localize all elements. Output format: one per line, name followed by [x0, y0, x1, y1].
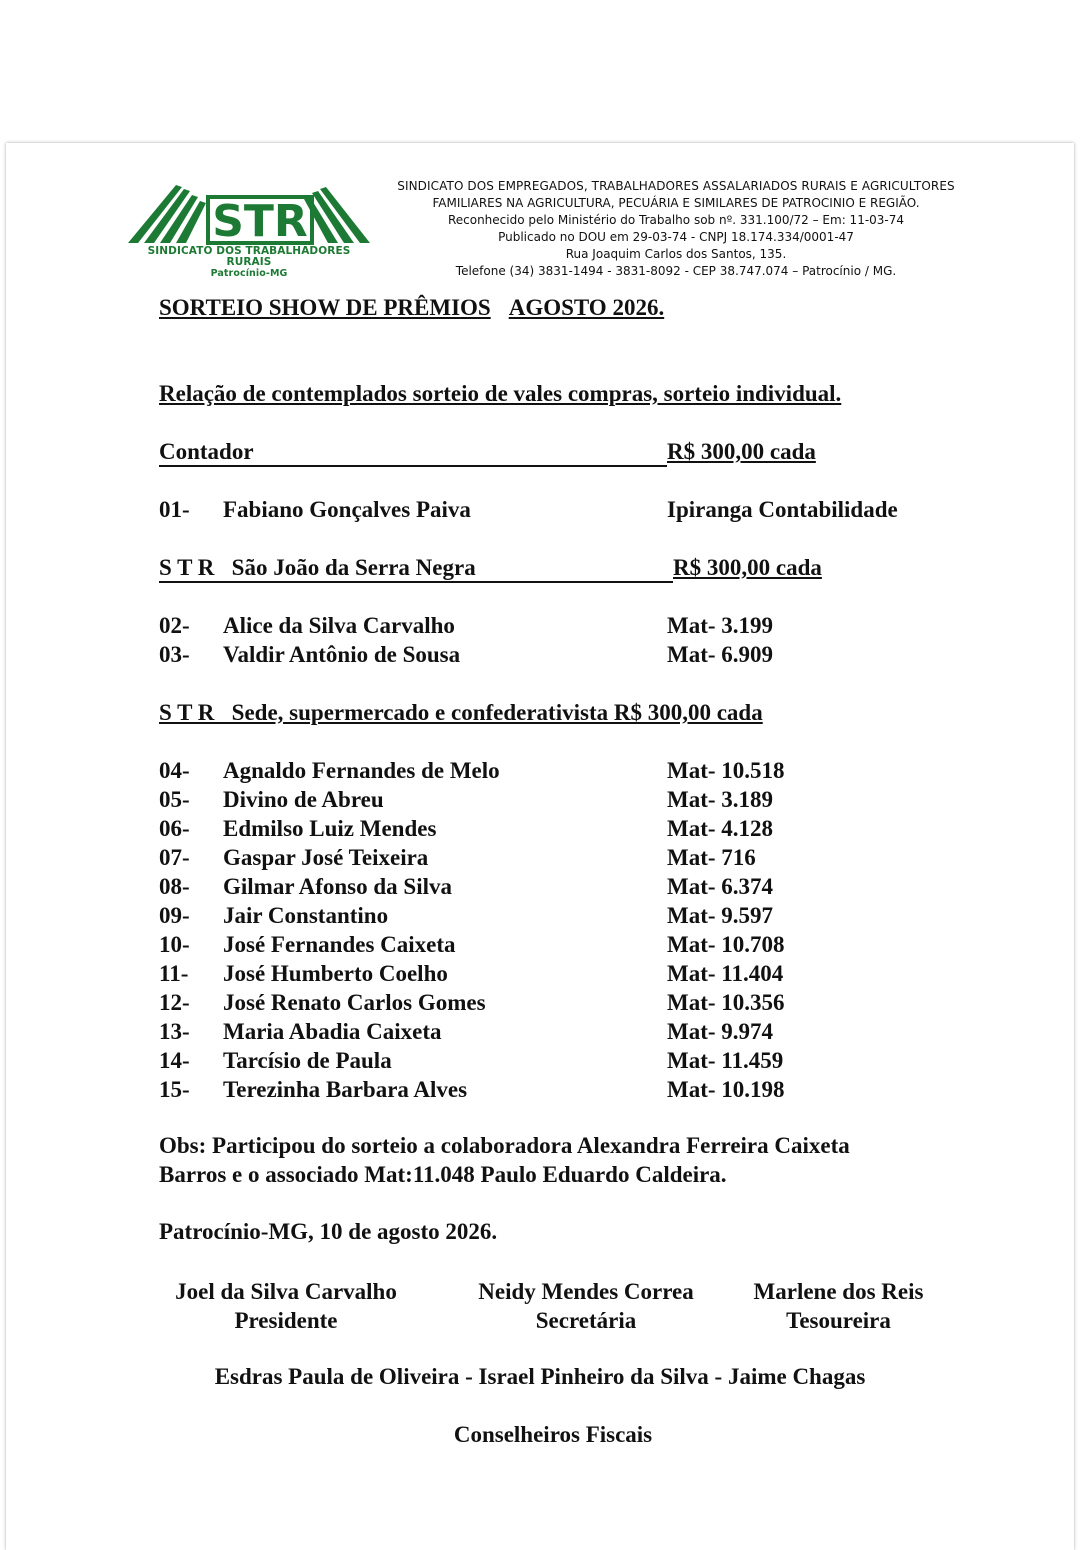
item-name: Divino de Abreu [223, 787, 384, 812]
org-line-6: Telefone (34) 3831-1494 - 3831-8092 - CEP 38.747.074 – Patrocínio / MG. [455, 264, 897, 278]
signature-role: Presidente [234, 1308, 338, 1333]
item-value: Mat- 4.128 [667, 816, 774, 841]
item-number: 13- [159, 1019, 190, 1044]
signature-role: Tesoureira [786, 1308, 891, 1333]
item-number: 06- [159, 816, 190, 841]
org-line-3: Reconhecido pelo Ministério do Trabalho sob nº. 331.100/72 – Em: 11-03-74 [447, 213, 905, 227]
item-name: Gilmar Afonso da Silva [223, 874, 452, 899]
item-number: 14- [159, 1048, 190, 1073]
place-date: Patrocínio-MG, 10 de agosto 2026. [159, 1219, 498, 1244]
logo-letters: STR [212, 196, 308, 245]
org-line-1: SINDICATO DOS EMPREGADOS, TRABALHADORES ASSALARIADOS RURAIS E AGRICULTORES [397, 179, 955, 193]
item-name: José Humberto Coelho [223, 961, 448, 986]
document-page [6, 143, 1074, 1550]
item-value: Mat- 10.356 [667, 990, 785, 1015]
item-name: Maria Abadia Caixeta [223, 1019, 442, 1044]
signature-treasurer [736, 1277, 941, 1335]
item-value: Mat- 10.708 [667, 932, 785, 957]
org-line-4: Publicado no DOU em 29-03-74 - CNPJ 18.174.334/0001-47 [498, 230, 854, 244]
logo-caption [124, 246, 374, 279]
item-name: Terezinha Barbara Alves [223, 1077, 468, 1102]
item-number: 07- [159, 845, 190, 870]
item-number: 12- [159, 990, 190, 1015]
document-title [159, 295, 664, 321]
item-name: José Fernandes Caixeta [223, 932, 456, 957]
signature-name: Joel da Silva Carvalho [175, 1279, 397, 1304]
top-margin [0, 0, 1080, 143]
item-number: 10- [159, 932, 190, 957]
item-value: Mat- 9.597 [667, 903, 774, 928]
title-part-2: AGOSTO 2026. [508, 295, 665, 320]
section-header-contador [159, 439, 839, 469]
item-number: 08- [159, 874, 190, 899]
item-value: Mat- 9.974 [667, 1019, 774, 1044]
logo-caption-sub: Patrocínio-MG [210, 268, 288, 279]
item-name: Fabiano Gonçalves Paiva [223, 497, 471, 522]
section-amount-contador: R$ 300,00 cada [667, 439, 816, 464]
signature-president [166, 1277, 406, 1335]
observation [159, 1131, 959, 1189]
item-number: 09- [159, 903, 190, 928]
item-value: Mat- 10.198 [667, 1077, 785, 1102]
title-part-1: SORTEIO SHOW DE PRÊMIOS [159, 295, 491, 320]
item-value: Mat- 3.189 [667, 787, 774, 812]
signature-name: Neidy Mendes Correa [478, 1279, 694, 1304]
signature-role: Secretária [535, 1308, 637, 1333]
logo-caption-main: SINDICATO DOS TRABALHADORES RURAIS [147, 245, 351, 268]
item-name: Jair Constantino [223, 903, 389, 928]
item-value: Mat- 11.404 [667, 961, 784, 986]
item-name: Edmilso Luiz Mendes [223, 816, 437, 841]
item-number: 02- [159, 613, 190, 638]
item-name: Alice da Silva Carvalho [223, 613, 455, 638]
item-value: Mat- 6.374 [667, 874, 774, 899]
section-label-sao-joao: S T R São João da Serra Negra [159, 555, 476, 580]
item-name: Agnaldo Fernandes de Melo [223, 758, 500, 783]
item-name: Valdir Antônio de Sousa [223, 642, 461, 667]
observation-line-1: Obs: Participou do sorteio a colaboradora Alexandra Ferreira Caixeta [159, 1133, 850, 1158]
item-name: Gaspar José Teixeira [223, 845, 429, 870]
item-value: Mat- 10.518 [667, 758, 785, 783]
item-number: 05- [159, 787, 190, 812]
council-title: Conselheiros Fiscais [453, 1422, 653, 1447]
council-names: Esdras Paula de Oliveira - Israel Pinheiro da Silva - Jaime Chagas [214, 1364, 866, 1389]
section-header-sao-joao [159, 555, 849, 585]
section-label-sede: S T R Sede, supermercado e confederativista R$ 300,00 cada [159, 700, 763, 725]
section-amount-sao-joao: R$ 300,00 cada [673, 555, 822, 580]
str-logo [124, 183, 374, 279]
item-number: 11- [159, 961, 189, 986]
org-line-5: Rua Joaquim Carlos dos Santos, 135. [565, 247, 787, 261]
item-value: Ipiranga Contabilidade [667, 497, 898, 522]
org-line-2: FAMILIARES NA AGRICULTURA, PECUÁRIA E SIMILARES DE PATROCINIO E REGIÃO. [432, 196, 920, 210]
item-number: 01- [159, 497, 190, 522]
item-value: Mat- 3.199 [667, 613, 774, 638]
item-number: 03- [159, 642, 190, 667]
item-value: Mat- 716 [667, 845, 756, 870]
item-number: 04- [159, 758, 190, 783]
signature-name: Marlene dos Reis [753, 1279, 924, 1304]
section-label-contador: Contador [159, 439, 254, 464]
relation-title: Relação de contemplados sorteio de vales compras, sorteio individual. [159, 381, 842, 406]
item-name: José Renato Carlos Gomes [223, 990, 486, 1015]
item-value: Mat- 11.459 [667, 1048, 784, 1073]
observation-line-2: Barros e o associado Mat:11.048 Paulo Eduardo Caldeira. [159, 1162, 727, 1187]
org-header [366, 178, 986, 280]
item-number: 15- [159, 1077, 190, 1102]
signature-secretary [441, 1277, 731, 1335]
item-value: Mat- 6.909 [667, 642, 774, 667]
item-name: Tarcísio de Paula [223, 1048, 392, 1073]
